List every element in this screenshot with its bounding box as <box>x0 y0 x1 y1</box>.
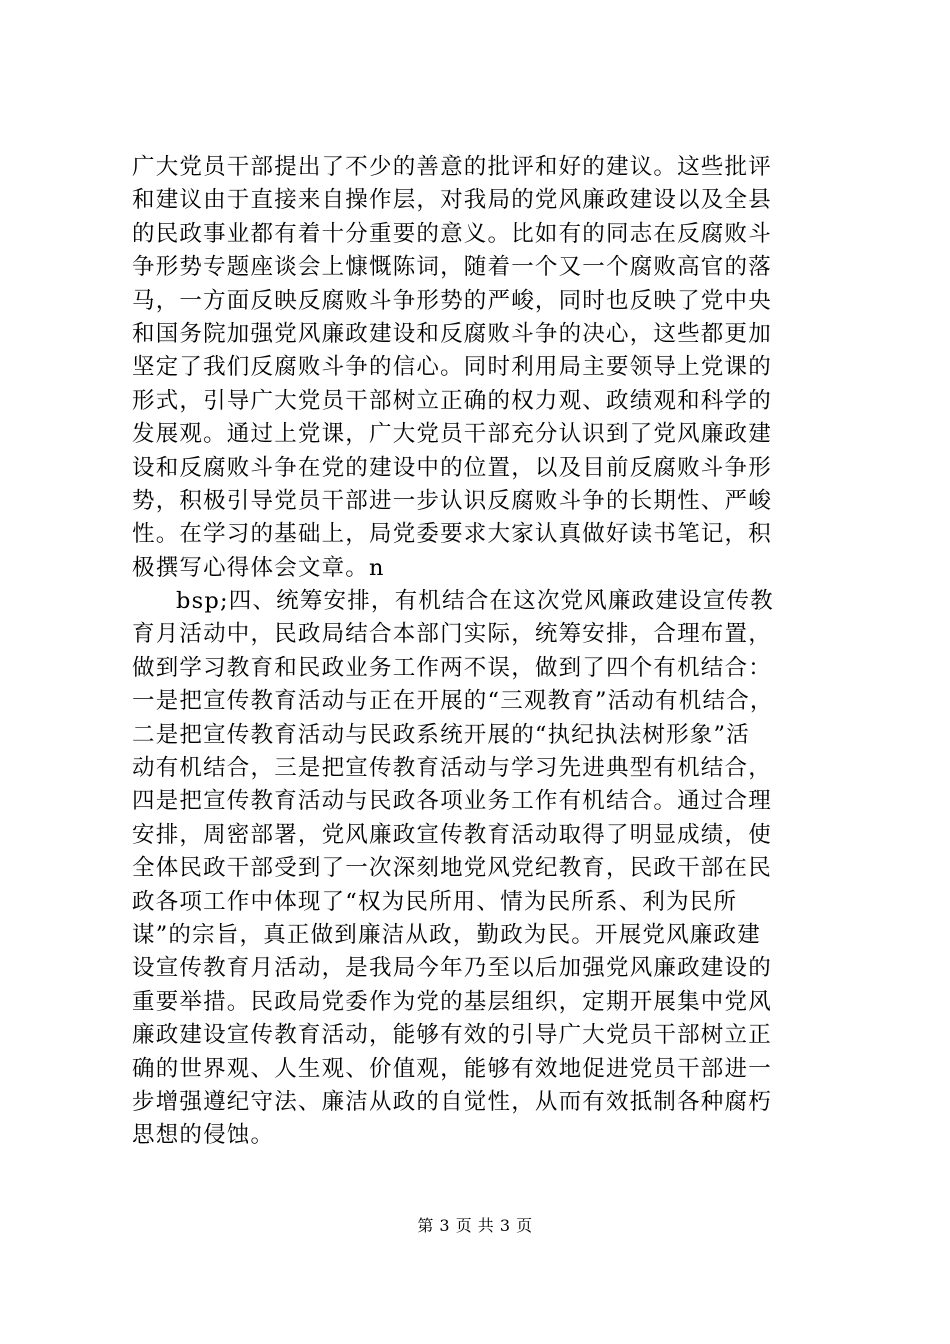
page-footer <box>0 1216 950 1236</box>
text-line: 广大党员干部提出了不少的善意的批评和好的建议。这些批评 <box>132 154 772 180</box>
text-line: 四是把宣传教育活动与民政各项业务工作有机结合。通过合理 <box>132 788 772 815</box>
page-number-label: 第 3 页 共 3 页 <box>417 1216 533 1235</box>
text-line: 马，一方面反映反腐败斗争形势的严峻，同时也反映了党中央 <box>132 287 772 314</box>
text-line: 重要举措。民政局党委作为党的基层组织，定期开展集中党风 <box>132 988 772 1015</box>
text-line: 坚定了我们反腐败斗争的信心。同时利用局主要领导上党课的 <box>132 354 772 381</box>
text-line: 育月活动中，民政局结合本部门实际，统筹安排，合理布置， <box>132 621 772 648</box>
text-line: 廉政建设宣传教育活动，能够有效的引导广大党员干部树立正 <box>132 1022 772 1049</box>
text-line: 动有机结合，三是把宣传教育活动与学习先进典型有机结合， <box>132 755 772 782</box>
text-line: 的民政事业都有着十分重要的意义。比如有的同志在反腐败斗 <box>132 220 772 247</box>
text-line: 做到学习教育和民政业务工作两不误，做到了四个有机结合： <box>132 654 772 681</box>
body-text <box>132 151 842 1153</box>
text-line: 安排，周密部署，党风廉政宣传教育活动取得了明显成绩，使 <box>132 821 772 848</box>
text-line: 步增强遵纪守法、廉洁从政的自觉性，从而有效抵制各种腐朽 <box>132 1088 772 1115</box>
text-line: 确的世界观、人生观、价值观，能够有效地促进党员干部进一 <box>132 1055 772 1082</box>
text-line: 二是把宣传教育活动与民政系统开展的“执纪执法树形象”活 <box>132 721 750 748</box>
text-line: 形式，引导广大党员干部树立正确的权力观、政绩观和科学的 <box>132 387 772 414</box>
text-line: 谋”的宗旨，真正做到廉洁从政，勤政为民。开展党风廉政建 <box>132 921 761 948</box>
text-line: 一是把宣传教育活动与正在开展的“三观教育”活动有机结合， <box>132 688 774 715</box>
text-line: 思想的侵蚀。 <box>132 1122 275 1149</box>
paragraph-first-line: bsp;四、统筹安排，有机结合在这次党风廉政建设宣传教 <box>176 588 774 615</box>
text-line: 政各项工作中体现了“权为民所用、情为民所系、利为民所 <box>132 888 738 915</box>
text-line: 设和反腐败斗争在党的建设中的位置，以及目前反腐败斗争形 <box>132 454 772 481</box>
text-line: 势，积极引导党员干部进一步认识反腐败斗争的长期性、严峻 <box>132 487 772 514</box>
text-line: 极撰写心得体会文章。n <box>132 554 385 581</box>
text-line: 争形势专题座谈会上慷慨陈词，随着一个又一个腐败高官的落 <box>132 254 772 281</box>
text-line: 和建议由于直接来自操作层，对我局的党风廉政建设以及全县 <box>132 187 772 214</box>
text-line: 性。在学习的基础上，局党委要求大家认真做好读书笔记，积 <box>132 521 772 548</box>
text-line: 全体民政干部受到了一次深刻地党风党纪教育，民政干部在民 <box>132 855 772 882</box>
text-line: 和国务院加强党风廉政建设和反腐败斗争的决心，这些都更加 <box>132 320 772 347</box>
text-line: 设宣传教育月活动，是我局今年乃至以后加强党风廉政建设的 <box>132 955 772 982</box>
text-line: 发展观。通过上党课，广大党员干部充分认识到了党风廉政建 <box>132 421 772 448</box>
